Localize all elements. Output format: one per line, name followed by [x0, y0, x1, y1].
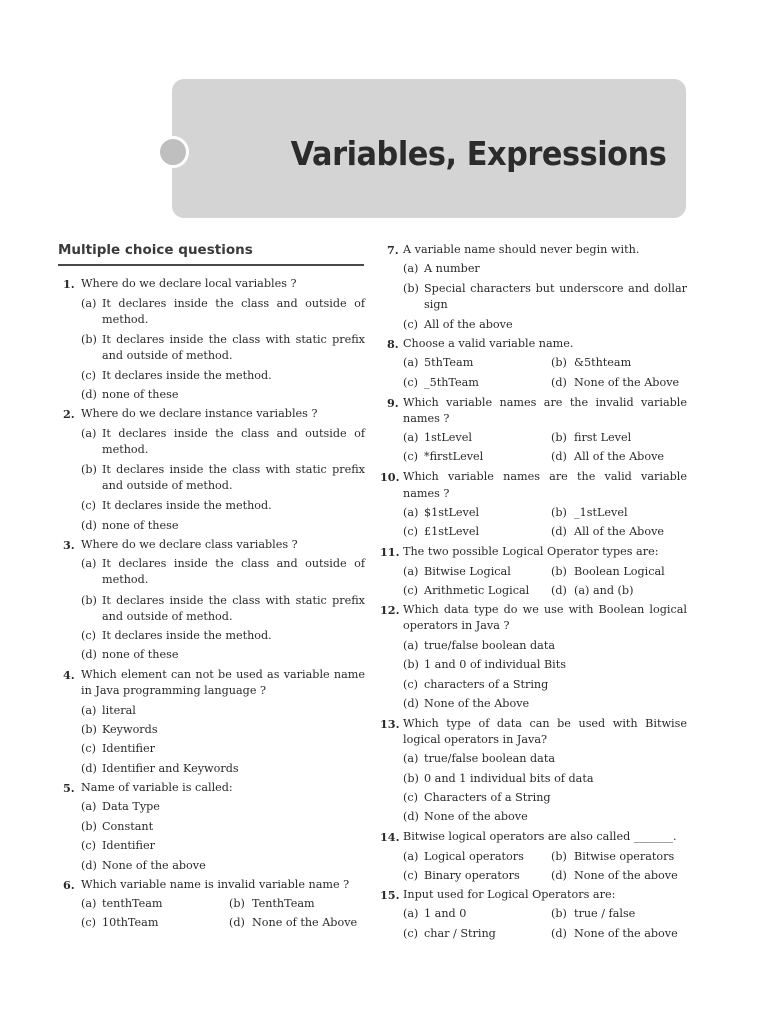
option-text: true/false boolean data — [424, 639, 556, 652]
question-number: 2. — [63, 407, 75, 421]
question-number: 4. — [63, 668, 75, 682]
question-text: Which data type do we use with Boolean logical — [403, 603, 687, 616]
option-label: (b) — [81, 594, 97, 607]
option-text: It declares inside the class with static prefix — [102, 594, 365, 607]
option-text: None of the Above — [574, 376, 680, 389]
option-label: (c) — [403, 318, 418, 331]
option-text: tenthTeam — [102, 897, 163, 910]
option-label: (c) — [81, 369, 96, 382]
question-number: 9. — [387, 396, 399, 410]
option-label: (c) — [403, 450, 418, 463]
option-label: (b) — [403, 772, 419, 785]
option-text: _1stLevel — [574, 506, 628, 519]
option-label: (d) — [551, 927, 567, 940]
option-label: (b) — [81, 723, 97, 736]
option-label: (b) — [403, 658, 419, 671]
option-label: (c) — [403, 869, 418, 882]
option-text: and outside of method. — [102, 349, 233, 362]
option-label: (c) — [403, 791, 418, 804]
option-text: $1stLevel — [424, 506, 480, 519]
question-text: Where do we declare local variables ? — [81, 277, 297, 290]
option-text: It declares inside the class with static prefix — [102, 333, 365, 346]
option-text: None of the above — [102, 859, 206, 872]
question-text: Which element can not be used as variable name — [81, 668, 365, 681]
option-text: Constant — [102, 820, 154, 833]
option-text: none of these — [102, 519, 179, 532]
question-number: 1. — [63, 277, 75, 291]
option-label: (b) — [229, 897, 245, 910]
option-text: _5thTeam — [424, 376, 479, 389]
question-text: in Java programming language ? — [81, 684, 267, 697]
option-text: Keywords — [102, 723, 158, 736]
option-label: (d) — [551, 376, 567, 389]
option-label: (a) — [81, 897, 97, 910]
option-text: It declares inside the class and outside of — [102, 557, 365, 570]
option-text: Arithmetic Logical — [424, 584, 530, 597]
option-label: (a) — [403, 262, 419, 275]
question-text: Where do we declare class variables ? — [81, 538, 298, 551]
option-text: sign — [424, 298, 448, 311]
option-text: Boolean Logical — [574, 565, 665, 578]
option-text: All of the Above — [574, 525, 665, 538]
question-text: names ? — [403, 412, 450, 425]
option-text: characters of a String — [424, 678, 549, 691]
option-label: (a) — [81, 557, 97, 570]
option-text: Binary operators — [424, 869, 520, 882]
option-label: (a) — [403, 565, 419, 578]
option-text: None of the above — [424, 810, 528, 823]
question-text: Which type of data can be used with Bitwise — [403, 717, 687, 730]
option-text: and outside of method. — [102, 610, 233, 623]
option-text: It declares inside the method. — [102, 499, 272, 512]
option-label: (a) — [403, 850, 419, 863]
question-number: 5. — [63, 781, 75, 795]
chapter-title: Variables, Expressions — [290, 134, 666, 173]
option-label: (c) — [81, 742, 96, 755]
option-text: true / false — [574, 907, 636, 920]
option-label: (a) — [81, 800, 97, 813]
option-text: Identifier — [102, 742, 155, 755]
option-text: (a) and (b) — [574, 584, 634, 597]
option-text: None of the Above — [424, 697, 530, 710]
option-label: (a) — [403, 506, 419, 519]
option-text: Identifier — [102, 839, 155, 852]
option-text: *firstLevel — [424, 450, 484, 463]
question-text: logical operators in Java? — [403, 733, 548, 746]
option-label: (b) — [551, 506, 567, 519]
option-label: (d) — [81, 762, 97, 775]
question-number: 11. — [380, 545, 400, 559]
option-text: Bitwise operators — [574, 850, 675, 863]
question-text: Which variable names are the valid variable — [403, 470, 687, 483]
option-label: (a) — [403, 356, 419, 369]
question-number: 6. — [63, 878, 75, 892]
question-text: Bitwise logical operators are also called _______. — [403, 830, 677, 843]
option-text: Identifier and Keywords — [102, 762, 239, 775]
option-label: (b) — [81, 820, 97, 833]
option-label: (d) — [551, 525, 567, 538]
option-text: £1stLevel — [424, 525, 480, 538]
question-text: A variable name should never begin with. — [403, 243, 640, 256]
option-label: (a) — [403, 639, 419, 652]
option-text: A number — [424, 262, 480, 275]
option-label: (c) — [403, 376, 418, 389]
option-text: method. — [102, 443, 149, 456]
option-text: None of the above — [574, 927, 678, 940]
option-text: Special characters but underscore and dollar — [424, 282, 687, 295]
option-label: (a) — [403, 907, 419, 920]
section-heading: Multiple choice questions — [58, 242, 364, 266]
option-label: (b) — [551, 907, 567, 920]
option-label: (c) — [403, 584, 418, 597]
option-text: None of the Above — [252, 916, 358, 929]
option-label: (b) — [551, 850, 567, 863]
question-text: Choose a valid variable name. — [403, 337, 574, 350]
question-text: Input used for Logical Operators are: — [403, 888, 616, 901]
option-text: Data Type — [102, 800, 160, 813]
option-text: 1stLevel — [424, 431, 472, 444]
option-text: Characters of a String — [424, 791, 551, 804]
question-text: Name of variable is called: — [81, 781, 233, 794]
option-text: It declares inside the method. — [102, 369, 272, 382]
question-number: 10. — [380, 470, 400, 484]
option-label: (d) — [403, 810, 419, 823]
option-label: (d) — [81, 519, 97, 532]
option-text: It declares inside the class and outside of — [102, 427, 365, 440]
question-number: 14. — [380, 830, 400, 844]
option-label: (b) — [81, 333, 97, 346]
option-text: char / String — [424, 927, 496, 940]
option-text: Bitwise Logical — [424, 565, 511, 578]
option-label: (a) — [81, 704, 97, 717]
option-label: (d) — [81, 648, 97, 661]
option-label: (c) — [81, 916, 96, 929]
option-label: (d) — [81, 859, 97, 872]
question-text: names ? — [403, 487, 450, 500]
option-text: It declares inside the class and outside of — [102, 297, 365, 310]
option-text: It declares inside the class with static prefix — [102, 463, 365, 476]
option-text: TenthTeam — [252, 897, 315, 910]
option-label: (d) — [551, 450, 567, 463]
option-label: (a) — [81, 427, 97, 440]
option-label: (d) — [551, 584, 567, 597]
option-label: (c) — [81, 499, 96, 512]
option-label: (a) — [403, 431, 419, 444]
question-number: 7. — [387, 243, 399, 257]
option-label: (b) — [551, 431, 567, 444]
option-text: None of the above — [574, 869, 678, 882]
option-label: (d) — [229, 916, 245, 929]
option-label: (d) — [403, 697, 419, 710]
option-text: none of these — [102, 648, 179, 661]
option-label: (a) — [403, 752, 419, 765]
option-text: All of the Above — [574, 450, 665, 463]
option-label: (b) — [81, 463, 97, 476]
option-label: (d) — [551, 869, 567, 882]
question-text: operators in Java ? — [403, 619, 510, 632]
option-text: Logical operators — [424, 850, 524, 863]
question-text: Which variable name is invalid variable name ? — [81, 878, 350, 891]
option-label: (d) — [81, 388, 97, 401]
option-label: (c) — [81, 629, 96, 642]
question-text: Which variable names are the invalid variable — [403, 396, 687, 409]
option-text: 10thTeam — [102, 916, 159, 929]
question-number: 8. — [387, 337, 399, 351]
question-number: 3. — [63, 538, 75, 552]
option-label: (a) — [81, 297, 97, 310]
option-text: It declares inside the method. — [102, 629, 272, 642]
option-label: (c) — [403, 525, 418, 538]
option-text: none of these — [102, 388, 179, 401]
question-text: Where do we declare instance variables ? — [81, 407, 318, 420]
option-text: 5thTeam — [424, 356, 474, 369]
option-text: method. — [102, 313, 149, 326]
banner-tab-decoration — [157, 136, 189, 168]
option-label: (c) — [81, 839, 96, 852]
option-text: true/false boolean data — [424, 752, 556, 765]
option-text: 1 and 0 — [424, 907, 467, 920]
option-text: &5thteam — [574, 356, 632, 369]
option-text: 1 and 0 of individual Bits — [424, 658, 567, 671]
option-label: (b) — [551, 565, 567, 578]
option-label: (c) — [403, 678, 418, 691]
question-number: 15. — [380, 888, 400, 902]
option-text: method. — [102, 573, 149, 586]
option-label: (c) — [403, 927, 418, 940]
option-text: All of the above — [424, 318, 513, 331]
option-text: 0 and 1 individual bits of data — [424, 772, 594, 785]
question-number: 12. — [380, 603, 400, 617]
option-text: literal — [102, 704, 136, 717]
option-text: and outside of method. — [102, 479, 233, 492]
option-label: (b) — [403, 282, 419, 295]
question-number: 13. — [380, 717, 400, 731]
option-label: (b) — [551, 356, 567, 369]
option-text: first Level — [574, 431, 632, 444]
question-text: The two possible Logical Operator types are: — [403, 545, 659, 558]
